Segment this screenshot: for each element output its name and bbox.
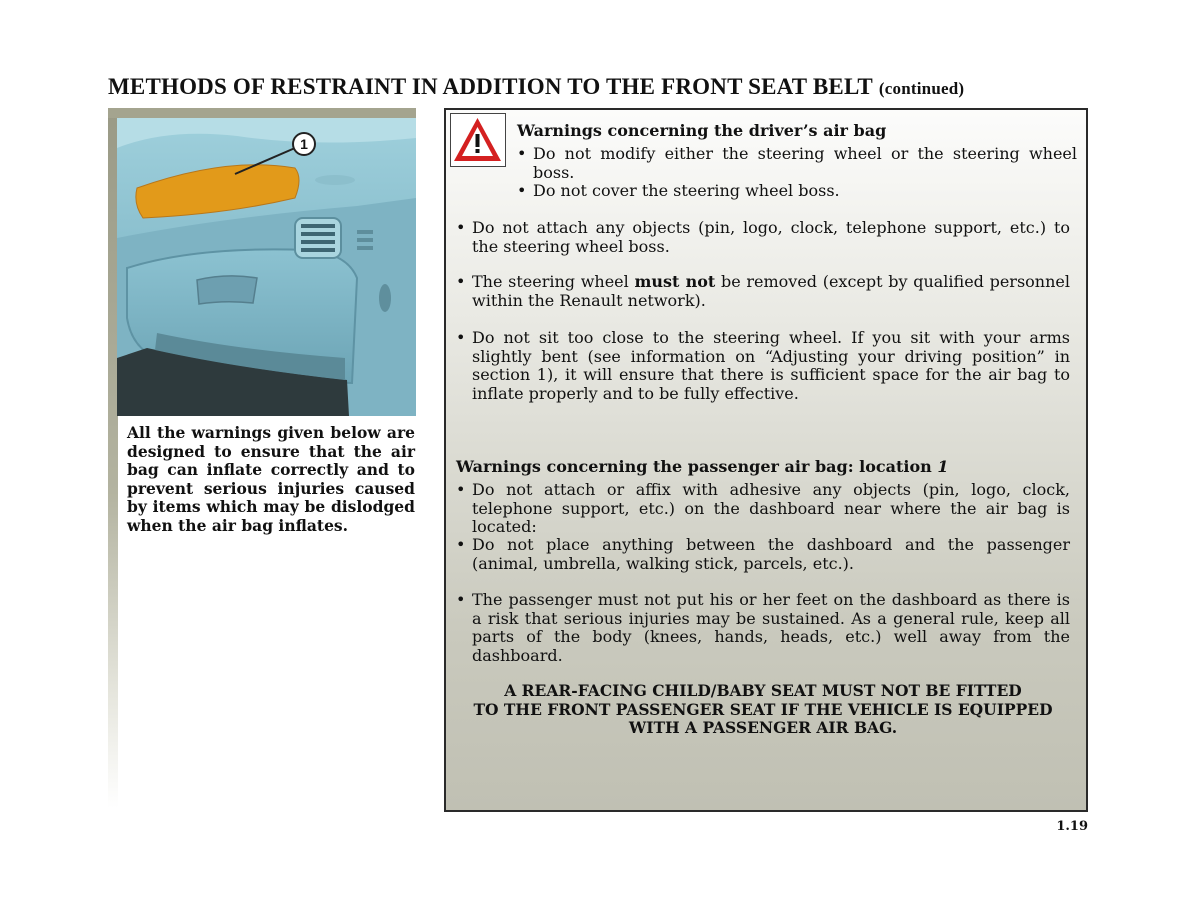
notice-line-1: A REAR-FACING CHILD/BABY SEAT MUST NOT BE FITTED (504, 681, 1022, 700)
driver-warnings-heading: Warnings concerning the driver’s air bag (517, 121, 887, 140)
notice-line-3: WITH A PASSENGER AIR BAG. (628, 718, 898, 737)
page-title (108, 74, 1048, 100)
dashboard-photo (117, 118, 416, 416)
list-item: • Do not place anything between the dashboard and the passenger (animal, umbrella, walking stick, parcels, etc.). (456, 535, 1070, 573)
notice-line-2: TO THE FRONT PASSENGER SEAT IF THE VEHICLE IS EQUIPPED (473, 699, 1053, 719)
location-number: 1 (937, 457, 949, 476)
list-item: • Do not attach or affix with adhesive any objects (pin, logo, clock, telephone support, etc.) on the dashboard near where the air bag is located: (456, 480, 1070, 536)
figure-caption: All the warnings given below are designed to ensure that the air bag can inflate correctly and to prevent serious injuries caused by items which may be dislodged when the air bag inflates. (127, 423, 415, 535)
driver-item-3: Do not attach any objects (pin, logo, clock, telephone support, etc.) to the steering wheel boss. (472, 218, 1070, 256)
dashboard-illustration (117, 118, 416, 416)
page-title-text: METHODS OF RESTRAINT IN ADDITION TO THE FRONT SEAT BELT (108, 74, 873, 99)
driver-item-2: Do not cover the steering wheel boss. (533, 181, 840, 200)
passenger-item-2: Do not place anything between the dashboard and the passenger (animal, umbrella, walking stick, parcels, etc.). (472, 535, 1070, 573)
driver-item-1: Do not modify either the steering wheel or the steering wheel boss. (533, 144, 1077, 182)
page-number: 1.19 (1056, 819, 1088, 834)
list-item: • Do not modify either the steering wheel or the steering wheel boss. (517, 144, 1077, 182)
continued-label: (continued) (878, 79, 965, 98)
list-item: • The passenger must not put his or her feet on the dashboard as there is a risk that serious injuries may be sustained. As a general rule, keep all parts of the body (knees, hands, heads, etc.) well away from the dashboard. (456, 590, 1070, 665)
list-item: • Do not sit too close to the steering wheel. If you sit with your arms slightly bent (see information on “Adjusting your driving position” in section 1), it will ensure that there is sufficient space for the air bag to inflate properly and to be fully effective. (456, 328, 1070, 403)
callout-label: 1 (300, 136, 308, 152)
warning-triangle-icon (450, 113, 506, 167)
driver-item-4: The steering wheel must not be removed (except by qualified personnel within the Renault network). (472, 272, 1070, 310)
driver-item-5: Do not sit too close to the steering wheel. If you sit with your arms slightly bent (see information on “Adjusting your driving position” in section 1), it will ensure that there is sufficient space for the air bag to inflate properly and to be fully effective. (472, 328, 1070, 403)
left-top-bar (108, 108, 416, 118)
must-not-emphasis: must not (634, 272, 716, 291)
passenger-warnings-heading: Warnings concerning the passenger air bag: location 1 (456, 457, 949, 476)
passenger-item-3: The passenger must not put his or her feet on the dashboard as there is a risk that serious injuries may be sustained. As a general rule, keep all parts of the body (knees, hands, heads, etc.) well away from the dashboard. (472, 590, 1070, 665)
list-item: • Do not attach any objects (pin, logo, clock, telephone support, etc.) to the steering wheel boss. (456, 218, 1070, 256)
list-item: • Do not cover the steering wheel boss. (517, 182, 1077, 201)
list-item: • The steering wheel must not be removed (except by qualified personnel within the Renault network). (456, 272, 1070, 310)
passenger-item-1: Do not attach or affix with adhesive any objects (pin, logo, clock, telephone support, etc.) on the dashboard near where the air bag is located: (472, 480, 1070, 536)
child-seat-notice (456, 682, 1070, 738)
